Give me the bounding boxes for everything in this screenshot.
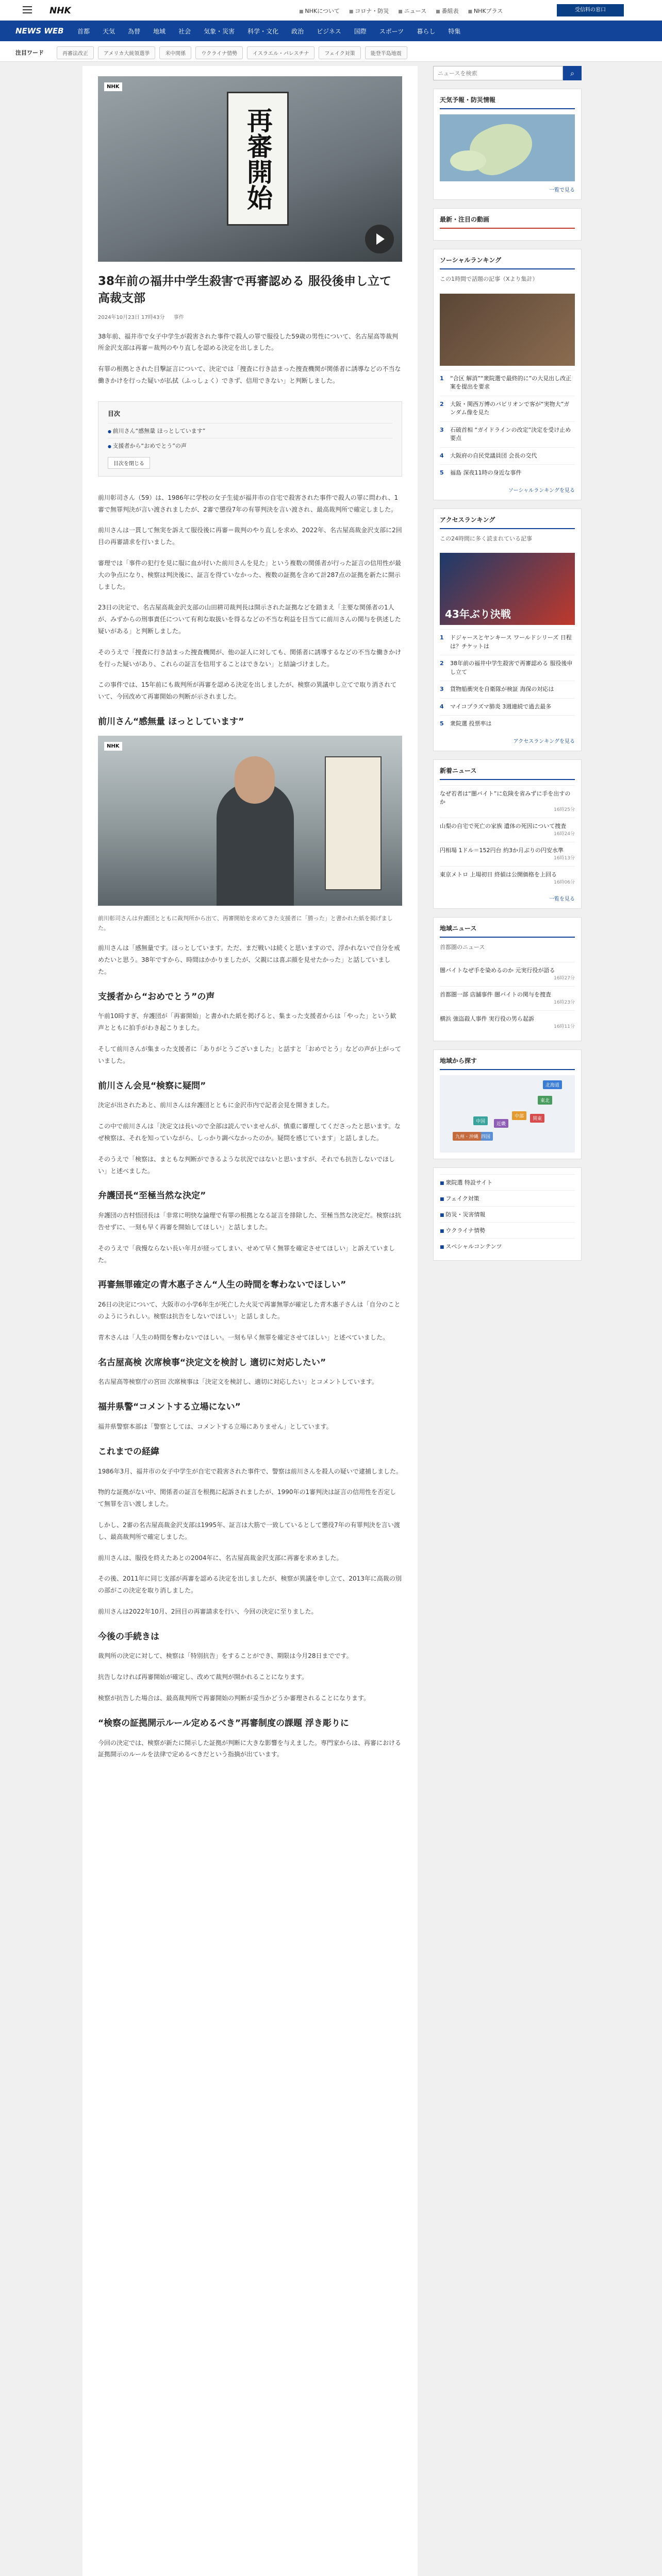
nav-item[interactable]: 科学・文化	[247, 28, 279, 35]
rank-title: ドジャースとヤンキース ワールドシリーズ 日程は？チケットは	[450, 634, 572, 650]
news-web-brand[interactable]: NEWS WEB	[15, 26, 64, 36]
social-note: この1時間で話題の記事（Xより集計）	[440, 276, 538, 282]
region-finder	[433, 1049, 582, 1159]
new-video-box	[433, 208, 582, 241]
special-link[interactable]: ■ ウクライナ情勢	[440, 1222, 575, 1238]
trending-tag[interactable]: イスラエル・パレスチナ	[247, 46, 315, 59]
access-thumb-label: 43年ぶり決戦	[445, 608, 511, 621]
paragraph: 前川さんは、服役を終えたあとの2004年に、名古屋高裁金沢支部に再審を求めました。	[98, 1554, 343, 1562]
photo-caption: 前川彰司さんは弁護団とともに裁判所から出て、再審開始を求めてきた支援者に「勝った」と書かれた紙を掲げました。	[98, 914, 393, 931]
top-links	[299, 7, 503, 15]
local-news-item[interactable]: 闇バイトなぜ手を染めるのか 元実行役が語る 16時27分	[440, 962, 575, 986]
nav-item[interactable]: スポーツ	[379, 28, 404, 35]
toc-close-button[interactable]: 目次を閉じる	[108, 457, 150, 469]
section-heading: 名古屋高検 次席検事“決定文を検討し 適切に対応したい”	[98, 1357, 326, 1368]
paragraph: 審理では「事件の犯行を見に服に血が付いた前川さんを見た」という複数の関係者が行った証言の信用性が最大の争点になり、検察は判決後に、証言を得ていなかった、複数の証拠を含めて計287点の証拠を新たに開示しました。	[98, 560, 402, 590]
weather-title: 天気予報・防災情報	[440, 95, 575, 109]
paragraph: 検察が抗告した場合は、最高裁判所で再審開始の判断が妥当かどうか審理されることになります。	[98, 1694, 370, 1702]
top-link[interactable]: ■ NHKプラス	[468, 7, 503, 15]
paragraph: 抗告しなければ再審開始が確定し、改めて裁判が開かれることになります。	[98, 1673, 308, 1681]
main-nav	[0, 21, 662, 41]
section-heading: 今後の手続きは	[98, 1631, 159, 1642]
news-time: 16時27分	[554, 975, 575, 981]
paragraph: そのうえで「我慢ならない長い年月が経ってしまい、せめて早く無罪を確定させてほしい」と訴えていました。	[98, 1244, 395, 1264]
region-5[interactable]: 中国	[473, 1116, 488, 1125]
nav-item[interactable]: 気象・災害	[204, 28, 235, 35]
paragraph: 決定が出されたあと、前川さんは弁護団とともに金沢市内で記者会見を開きました。	[98, 1101, 334, 1109]
trending-tag[interactable]: 能登半島地震	[365, 46, 407, 59]
paragraph: そのうえで「検察は、まともな判断ができるような状況ではないと思いますが、それでも抗告しないでほしい」と述べました。	[98, 1155, 395, 1175]
new-arrivals	[433, 759, 582, 909]
access-rank-item[interactable]	[440, 698, 575, 716]
paragraph: 前川さんは「感無量です。ほっとしています。ただ、まだ戦いは続くと思いますので、浮かれないで自分を戒めたいと思う。38年ですから、時間はかかりましたが、父親には喜ぶ顔を見せたかった」と話していました。	[98, 944, 400, 975]
local-news-list	[440, 962, 575, 1035]
region-0[interactable]: 北海道	[543, 1080, 562, 1089]
region-title: 地域から探す	[440, 1056, 575, 1070]
section-heading: 福井県警“コメントする立場にない”	[98, 1402, 241, 1413]
rank-number: 5	[440, 469, 444, 477]
new-arrivals-list	[440, 785, 575, 891]
news-time: 16時25分	[554, 807, 575, 812]
trending-tags	[57, 46, 407, 59]
table-of-contents	[98, 401, 402, 477]
toc-item[interactable]: ● 前川さん“感無量 ほっとしています”	[108, 423, 392, 438]
paragraph: この中で前川さんは「決定文は長いので全部は読んでいませんが、慎重に審理してくださったと思います。なぜ検察は、それを知っていながら、しっかり調べなかったのか。疑問を感じています」と話しました。	[98, 1123, 401, 1142]
toc-title: 目次	[108, 410, 121, 417]
paragraph: 午前10時すぎ、弁護団が「再審開始」と書かれた紙を掲げると、集まった支援者からは「やった」という歓声とともに拍手がわき起こりました。	[98, 1012, 396, 1032]
region-2[interactable]: 関東	[530, 1114, 544, 1123]
paragraph: 38年前、福井市で女子中学生が殺害された事件で殺人の罪で服役した59歳の男性について、名古屋高等裁判所金沢支部は再審＝裁判のやり直しを認める決定を出しました。	[98, 332, 399, 352]
weather-more-link[interactable]: 一覧で見る	[549, 188, 575, 193]
section-heading: “検察の証拠開示ルール定めるべき”再審制度の課題 浮き彫りに	[98, 1718, 349, 1728]
trending-tag[interactable]: 米中関係	[159, 46, 191, 59]
rank-title: 貨物船衝突を自衛隊が検証 海保の対応は	[450, 686, 554, 693]
paragraph: 今回の決定では、検察が新たに開示した証拠が判断に大きな影響を与えました。専門家からは、再審における証拠開示のルールを法律で定めるべきだという指摘が出ています。	[98, 1739, 402, 1758]
section-heading: 弁護団長“至極当然な決定”	[98, 1191, 206, 1201]
new-arrivals-more[interactable]: 一覧を見る	[549, 896, 575, 903]
top-bar	[0, 0, 662, 21]
local-news	[433, 917, 582, 1041]
toc-item[interactable]: ● 支援者から“おめでとう”の声	[108, 438, 392, 453]
weather-box	[433, 89, 582, 200]
paragraph: その後、2011年に同じ支部が再審を認める決定を出しましたが、検察が異議を申し立て、2013年に高裁の別の部がこの決定を取り消しました。	[98, 1575, 402, 1595]
local-news-item[interactable]: 横浜 強盗殺人事件 実行役の男ら起訴 16時11分	[440, 1010, 575, 1035]
article-photo	[98, 736, 402, 906]
nav-item[interactable]: 政治	[291, 28, 304, 35]
sign-board	[325, 756, 382, 890]
region-7[interactable]: 九州・沖縄	[453, 1132, 481, 1141]
paragraph: 23日の決定で、名古屋高裁金沢支部の山田耕司裁判長は開示された証拠などを踏まえ「主要な関係者の1人が、みずからの刑事責任について有利な取扱いを得るなどの不当な利益を目当てに前川さんの関与を供述した疑いがある」と判断しました。	[98, 604, 401, 635]
new-arrival-item[interactable]: 山梨の自宅で死亡の家族 遺体の死因について捜査 16時24分	[440, 818, 575, 842]
news-time: 16時11分	[554, 1024, 575, 1029]
trending-bar	[0, 41, 662, 62]
trending-tag[interactable]: 再審法改正	[57, 46, 94, 59]
paragraph: 青木さんは「人生の時間を奪わないでほしい。一刻も早く無罪を確定させてほしい」と述べていました。	[98, 1333, 389, 1341]
special-link-list	[440, 1174, 575, 1254]
paragraph: 福井県警察本部は「警察としては、コメントする立場にありません」としています。	[98, 1422, 333, 1430]
rank-number: 1	[440, 634, 444, 641]
social-rank-item[interactable]	[440, 464, 575, 482]
access-title: アクセスランキング	[440, 515, 575, 529]
paragraph: そのうえで「捜査に行き詰まった捜査機関が、他の証人に対しても、関係者に誘導するなどの不当な働きかけを行った疑いがあり、これらの証言を信用することはできない」と結論づけました。	[98, 648, 402, 668]
region-1[interactable]: 東北	[538, 1096, 552, 1105]
nav-item[interactable]: 為替	[128, 28, 141, 35]
social-rank-item[interactable]	[440, 396, 575, 421]
search-box	[433, 66, 582, 80]
trending-tag[interactable]: ウクライナ情勢	[195, 46, 243, 59]
access-rank-item[interactable]	[440, 629, 575, 655]
nav-item[interactable]: 暮らし	[417, 28, 436, 35]
rank-title: 大阪・関西万博のパビリオンで客が“実物大”ガンダム像を見た	[450, 400, 570, 416]
nav-item[interactable]: 天気	[103, 28, 115, 35]
rank-title: 38年前の福井中学生殺害で再審認める 服役後申し立て	[450, 660, 573, 675]
rank-number: 1	[440, 375, 444, 382]
top-link[interactable]: ■ 番組表	[436, 7, 458, 15]
region-4[interactable]: 近畿	[494, 1119, 508, 1128]
news-time: 16時13分	[554, 855, 575, 861]
weather-map[interactable]	[440, 114, 575, 181]
nhk-news-badge: NHK	[104, 742, 122, 751]
new-arrivals-title: 新着ニュース	[440, 766, 575, 780]
section-heading: これまでの経緯	[98, 1446, 159, 1457]
top-link[interactable]: ■ NHKについて	[299, 7, 340, 15]
search-input[interactable]	[433, 66, 563, 80]
new-arrival-item[interactable]: 円相場 1ドル＝152円台 約3か月ぶりの円安水準 16時13分	[440, 842, 575, 866]
paragraph: 物的な証拠がない中、関係者の証言を根拠に起訴されましたが、1990年の1審判決は証言の信用性を否定して無罪を言い渡しました。	[98, 1488, 396, 1508]
rank-title: マイコプラズマ肺炎 3週連続で過去最多	[450, 703, 552, 710]
article-meta	[98, 313, 402, 320]
rank-title: 福島 深夜11時の身近な事件	[450, 469, 522, 477]
trending-tag[interactable]: フェイク対策	[319, 46, 360, 59]
rank-number: 2	[440, 400, 444, 408]
rank-number: 3	[440, 426, 444, 433]
fee-button[interactable]: 受信料の窓口	[557, 4, 624, 16]
local-news-title: 地域ニュース	[440, 924, 575, 938]
rank-number: 4	[440, 452, 444, 459]
special-link[interactable]: ■ フェイク対策	[440, 1190, 575, 1206]
social-thumb[interactable]	[440, 294, 575, 366]
nav-items	[77, 27, 460, 36]
nav-item[interactable]: 首都	[77, 28, 90, 35]
paragraph: 弁護団の吉村悟団長は「非常に明快な論理で有罪の根拠となる証言を排除した、至極当然な決定だ。検察は抗告せずに、一刻も早く再審を開始してほしい」と話しました。	[98, 1212, 402, 1231]
paragraph: 前川さんは2022年10月、2回目の再審請求を行い、今回の決定に至りました。	[98, 1607, 318, 1615]
person-head	[235, 756, 275, 804]
article	[82, 66, 418, 2576]
access-note: この24時間に多く読まれている記事	[440, 535, 532, 542]
paragraph: しかし、2審の名古屋高裁金沢支部は1995年、証言は大筋で一致しているとして懲役7年の有罪判決を言い渡し、最高裁判所で確定しました。	[98, 1521, 400, 1540]
paragraph: この事件では、15年前にも裁判所が再審を認める決定を出しましたが、検察の異議申し立てで取り消されていて、今回改めて再審開始の判断が示されました。	[98, 681, 397, 701]
trending-tag[interactable]: アメリカ大統領選挙	[98, 46, 155, 59]
section-heading: 再審無罪確定の青木惠子さん“人生の時間を奪わないでほしい”	[98, 1280, 346, 1291]
rank-title: “合区 解消”“衆院選で最終的に”の大見出し改正案を提出を要求	[450, 375, 572, 391]
hero-video[interactable]	[98, 76, 402, 262]
trending-label: 注目ワード	[15, 49, 44, 56]
search-icon[interactable]: ⌕	[563, 66, 582, 80]
nhk-logo[interactable]: NHK	[49, 6, 71, 16]
article-date: 2024年10月23日 17時43分	[98, 314, 165, 320]
rank-title: 石破首相 “ガイドラインの改定”決定を受け止め要点	[450, 426, 571, 442]
nav-item[interactable]: 社会	[178, 28, 191, 35]
sidebar	[433, 66, 582, 1269]
nav-item[interactable]: 特集	[448, 28, 461, 35]
top-link[interactable]: ■ ニュース	[398, 7, 426, 15]
top-link[interactable]: ■ コロナ・防災	[349, 7, 389, 15]
social-rank-item[interactable]	[440, 421, 575, 447]
play-icon[interactable]	[365, 225, 394, 253]
nav-item[interactable]: 国際	[354, 28, 367, 35]
paragraph: 1986年3月、福井市の女子中学生が自宅で殺害された事件で、警察は前川さんを殺人の疑いで逮捕しました。	[98, 1467, 402, 1475]
section-heading: 前川さん会見“検察に疑問”	[98, 1080, 206, 1091]
section-heading: 前川さん“感無量 ほっとしています”	[98, 717, 244, 727]
rank-number: 3	[440, 686, 444, 693]
paragraph: 有罪の根拠とされた目撃証言について、決定では「捜査に行き詰まった捜査機関が関係者に誘導などの不当な働きかけを行った疑いが払拭（ふっしょく）できず、信用できない」と判断しました。	[98, 365, 401, 385]
special-link[interactable]: ■ スペシャルコンテンツ	[440, 1238, 575, 1254]
social-title: ソーシャルランキング	[440, 256, 575, 269]
paragraph: そして前川さんが集まった支援者に「ありがとうございました」と話すと「おめでとう」などの声が上がっていました。	[98, 1045, 402, 1064]
social-rank-item[interactable]	[440, 370, 575, 396]
rank-number: 4	[440, 703, 444, 710]
access-rank-item[interactable]	[440, 655, 575, 681]
article-title: 38年前の福井中学生殺害で再審認める 服役後申し立て 高裁支部	[98, 275, 392, 306]
special-link[interactable]: ■ 衆院選 特設サイト	[440, 1174, 575, 1190]
local-tab[interactable]: 首都圏のニュース	[440, 944, 485, 951]
new-arrival-item[interactable]: なぜ若者は“闇バイト”に危険を省みずに手を出すのか 16時25分	[440, 785, 575, 818]
article-category[interactable]: 事件	[173, 314, 184, 320]
access-more-link[interactable]: アクセスランキングを見る	[513, 738, 575, 744]
special-links	[433, 1167, 582, 1261]
region-3[interactable]: 中部	[512, 1111, 526, 1120]
nav-item[interactable]: 地域	[153, 28, 166, 35]
access-list	[440, 629, 575, 733]
news-time: 16時23分	[554, 999, 575, 1005]
section-heading: 支援者から“おめでとう”の声	[98, 991, 215, 1002]
region-6[interactable]: 四国	[478, 1132, 493, 1141]
paragraph: 裁判所の決定に対して、検察は「特別抗告」をすることができ、期限は今月28日までです。	[98, 1652, 353, 1660]
nav-item[interactable]: ビジネス	[317, 28, 341, 35]
new-arrival-item[interactable]: 東京メトロ 上場初日 終値は公開価格を上回る 16時06分	[440, 866, 575, 890]
paragraph: 前川彰司さん（59）は、1986年に学校の女子生徒が福井市の自宅で殺害された事件で殺人の罪に問われ、1審で無罪判決が言い渡されましたが、2審で懲役7年の有罪判決を言い渡され、最高裁判所で確定しました。	[98, 494, 399, 513]
rank-title: 衆院選 投票率は	[450, 720, 492, 727]
hero-board: 再審開始	[227, 92, 289, 226]
japan-region-map	[440, 1075, 575, 1153]
access-rank-item[interactable]	[440, 681, 575, 698]
news-time: 16時24分	[554, 831, 575, 837]
rank-title: 大阪府の自民党議員団 会長の交代	[450, 452, 537, 459]
access-thumb[interactable]	[440, 553, 575, 625]
news-time: 16時06分	[554, 879, 575, 885]
access-ranking	[433, 509, 582, 751]
social-more-link[interactable]: ソーシャルランキングを見る	[508, 487, 575, 494]
social-list	[440, 370, 575, 482]
paragraph: 前川さんは一貫して無実を訴えて服役後に再審＝裁判のやり直しを求め、2022年、名古屋高裁金沢支部に2回目の再審請求を行いました。	[98, 527, 402, 546]
paragraph: 名古屋高等検察庁の宮田 次席検事は「決定文を検討し、適切に対応したい」とコメントしています。	[98, 1378, 378, 1386]
special-link[interactable]: ■ 防災・災害情報	[440, 1206, 575, 1222]
social-rank-item[interactable]	[440, 447, 575, 465]
access-rank-item[interactable]	[440, 715, 575, 733]
social-ranking	[433, 249, 582, 500]
menu-icon[interactable]	[23, 6, 32, 13]
rank-number: 2	[440, 660, 444, 667]
rank-number: 5	[440, 720, 444, 727]
local-news-item[interactable]: 首都圏一部 店舗事件 闇バイトの関与を捜査 16時23分	[440, 986, 575, 1010]
nhk-news-badge: NHK	[104, 82, 122, 91]
paragraph: 26日の決定について、大阪市の小学6年生が死亡した火災で再審無罪が確定した青木惠子さんは「自分のことのようにうれしい。検察は抗告をしないでほしい」と話しました。	[98, 1301, 401, 1320]
new-video-title: 最新・注目の動画	[440, 215, 575, 229]
